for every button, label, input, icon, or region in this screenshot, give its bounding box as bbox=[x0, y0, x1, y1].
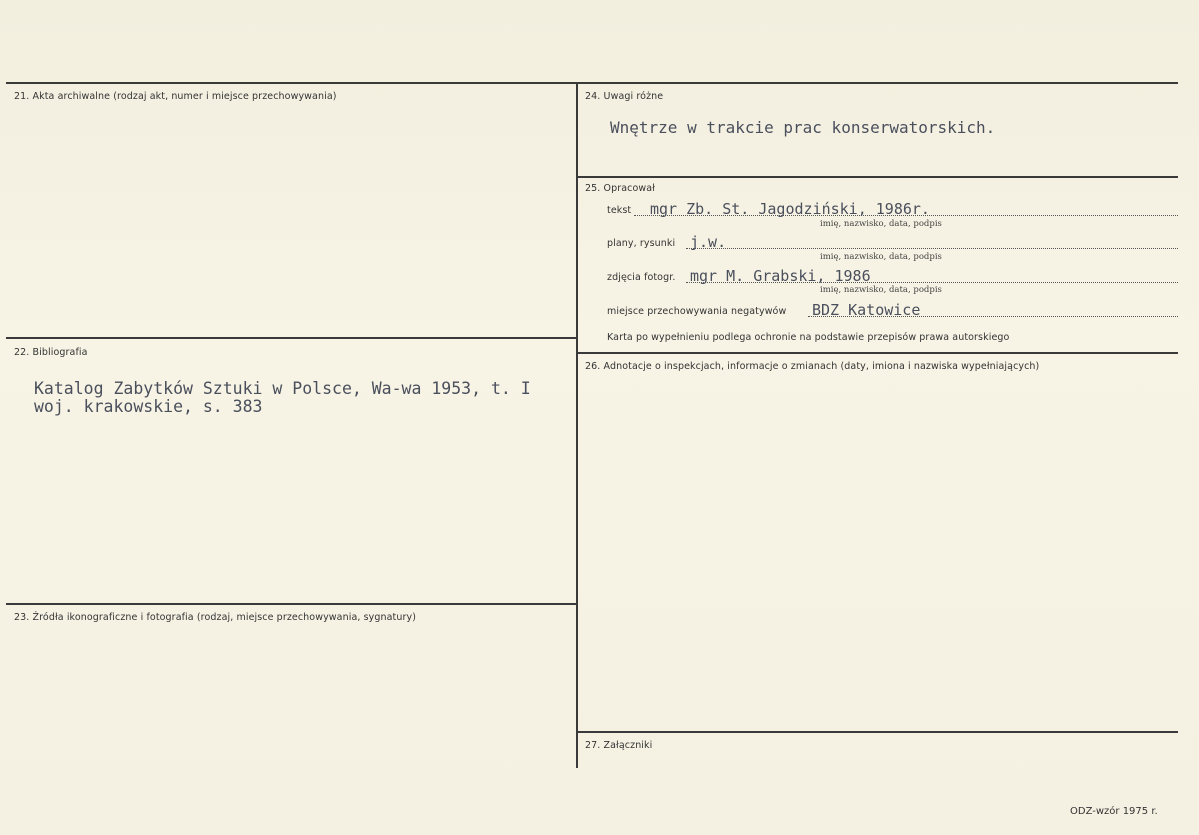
negatywy-value: BDZ Katowice bbox=[812, 301, 921, 319]
section-26-label: 26. Adnotacje o inspekcjach, informacje o zmianach (daty, imiona i nazwiska wypełniających) bbox=[585, 361, 1040, 372]
section-25-label: 25. Opracował bbox=[585, 183, 655, 194]
section-22-label: 22. Bibliografia bbox=[14, 347, 88, 358]
section-24-label: 24. Uwagi różne bbox=[585, 91, 664, 102]
plany-caption: imię, nazwisko, data, podpis bbox=[820, 252, 942, 262]
negatywy-label: miejsce przechowywania negatywów bbox=[607, 306, 787, 317]
rule-22-23 bbox=[6, 603, 576, 605]
copyright-notice: Karta po wypełnieniu podlega ochronie na podstawie przepisów prawa autorskiego bbox=[607, 332, 1010, 343]
rule-24-25 bbox=[578, 176, 1178, 178]
rule-26-27 bbox=[578, 731, 1178, 733]
section-21-label: 21. Akta archiwalne (rodzaj akt, numer i miejsce przechowywania) bbox=[14, 91, 337, 102]
rule-21-22 bbox=[6, 337, 576, 339]
section-27-label: 27. Załączniki bbox=[585, 740, 653, 751]
zdjecia-label: zdjęcia fotogr. bbox=[607, 272, 676, 283]
bibliography-text-line1: Katalog Zabytków Sztuki w Polsce, Wa-wa 1953, t. I bbox=[34, 379, 531, 398]
bibliography-text-line2: woj. krakowskie, s. 383 bbox=[34, 397, 263, 416]
rule-25-26 bbox=[578, 352, 1178, 354]
remarks-text: Wnętrze w trakcie prac konserwatorskich. bbox=[610, 118, 996, 137]
top-rule bbox=[6, 82, 1178, 84]
center-divider bbox=[576, 82, 578, 768]
section-23-label: 23. Źródła ikonograficzne i fotografia (rodzaj, miejsce przechowywania, sygnatury) bbox=[14, 612, 417, 623]
tekst-caption: imię, nazwisko, data, podpis bbox=[820, 219, 942, 229]
plany-value: j.w. bbox=[690, 233, 727, 251]
zdjecia-value: mgr M. Grabski, 1986 bbox=[690, 267, 871, 285]
zdjecia-caption: imię, nazwisko, data, podpis bbox=[820, 285, 942, 295]
form-identifier: ODZ-wzór 1975 r. bbox=[1070, 806, 1158, 817]
plany-label: plany, rysunki bbox=[607, 238, 676, 249]
tekst-label: tekst bbox=[607, 205, 632, 216]
plany-field-line bbox=[686, 248, 1178, 249]
tekst-value: mgr Zb. St. Jagodziński, 1986r. bbox=[650, 200, 930, 218]
